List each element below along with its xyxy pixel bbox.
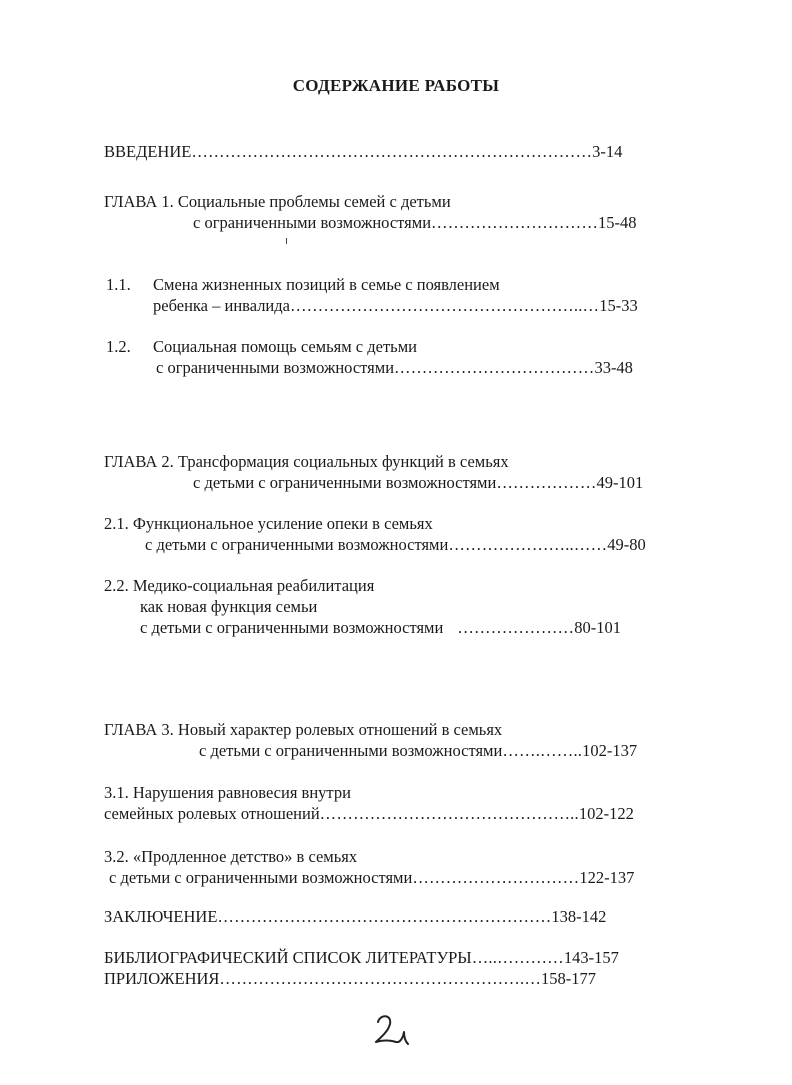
entry-label: ЗАКЛЮЧЕНИЕ (104, 907, 218, 926)
entry-label: ребенка – инвалида (153, 296, 290, 315)
page-range: 143-157 (563, 948, 619, 967)
page-range: 49-101 (596, 473, 644, 492)
leader-dots: ……………………………………………………………… (191, 142, 593, 161)
section-number: 1.2. (106, 337, 131, 356)
page-title: СОДЕРЖАНИЕ РАБОТЫ (292, 76, 500, 95)
leader-dots: ………………………… (431, 213, 599, 232)
page-range: 49-80 (607, 535, 646, 554)
entry-label: ПРИЛОЖЕНИЯ (104, 969, 220, 988)
stray-pen-mark (286, 238, 287, 244)
page-range: 102-137 (582, 741, 638, 760)
toc-section-2-1 (145, 535, 646, 555)
entry-label: с детьми с ограниченными возможностями (193, 473, 497, 492)
entry-label: БИБЛИОГРАФИЧЕСКИЙ СПИСОК ЛИТЕРАТУРЫ (104, 948, 472, 967)
entry-label: семейных ролевых отношений (104, 804, 320, 823)
entry-label: с детьми с ограниченными возможностями (109, 868, 413, 887)
entry-label: с детьми с ограниченными возможностями (145, 535, 449, 554)
leader-dots: ……………………………………………..… (289, 296, 600, 315)
leader-dots: ……………………………………………….… (219, 969, 542, 988)
toc-entry-appendix (104, 969, 596, 989)
leader-dots: …….…….. (502, 741, 583, 760)
entry-label: с ограниченными возможностями (193, 213, 432, 232)
page-range: 3-14 (592, 142, 623, 161)
page-range: 33-48 (594, 358, 633, 377)
page-range: 102-122 (578, 804, 634, 823)
toc-section-3-2 (109, 868, 634, 888)
toc-chapter-1 (193, 213, 637, 233)
entry-label: с детьми с ограниченными возможностями (140, 618, 444, 637)
page-range: 15-48 (598, 213, 637, 232)
handwritten-page-number (370, 1012, 410, 1048)
toc-section-1-1-title (106, 275, 500, 295)
entry-label: Смена жизненных позиций в семье с появлением (153, 275, 500, 294)
leader-dots: ……………… (496, 473, 597, 492)
toc-section-1-2-title (106, 337, 417, 357)
toc-section-3-1-title: 3.1. Нарушения равновесия внутри (104, 783, 351, 802)
page-range: 122-137 (579, 868, 635, 887)
toc-section-2-2 (140, 618, 621, 638)
toc-chapter-3-title: ГЛАВА 3. Новый характер ролевых отношений в семьях (104, 720, 503, 739)
toc-section-1-1 (153, 296, 638, 316)
toc-chapter-2-title: ГЛАВА 2. Трансформация социальных функций в семьях (104, 452, 509, 471)
toc-chapter-2 (193, 473, 643, 493)
leader-dots: ……………………………… (394, 358, 595, 377)
page-range: 158-177 (541, 969, 597, 988)
page-range: 138-142 (551, 907, 607, 926)
toc-section-3-1 (104, 804, 634, 824)
leader-dots: …………………………………………………… (217, 907, 552, 926)
toc-section-3-2-title: 3.2. «Продленное детство» в семьях (104, 847, 358, 866)
page-range: 80-101 (574, 618, 621, 637)
entry-label: с детьми с ограниченными возможностями (199, 741, 503, 760)
leader-dots: …………………..…… (448, 535, 608, 554)
toc-entry-conclusion (104, 907, 606, 927)
entry-label: ВВЕДЕНИЕ (104, 142, 192, 161)
toc-entry-introduction (104, 142, 622, 162)
section-number: 1.1. (106, 275, 131, 294)
entry-label: Социальная помощь семьям с детьми (153, 337, 417, 356)
leader-dots: ……………………………………….. (319, 804, 579, 823)
leader-dots: ………………… (457, 618, 575, 637)
toc-section-2-2-subtitle: как новая функция семьи (140, 597, 318, 616)
toc-section-2-2-title: 2.2. Медико-социальная реабилитация (104, 576, 375, 595)
toc-section-1-2 (156, 358, 633, 378)
toc-chapter-3 (199, 741, 637, 761)
leader-dots: ………………………… (412, 868, 580, 887)
leader-dots: …..………… (471, 948, 564, 967)
page-range: 15-33 (599, 296, 638, 315)
toc-chapter-1-title: ГЛАВА 1. Социальные проблемы семей с детьми (104, 192, 451, 211)
toc-entry-bibliography (104, 948, 619, 968)
toc-section-2-1-title: 2.1. Функциональное усиление опеки в семьях (104, 514, 433, 533)
entry-label: с ограниченными возможностями (156, 358, 395, 377)
